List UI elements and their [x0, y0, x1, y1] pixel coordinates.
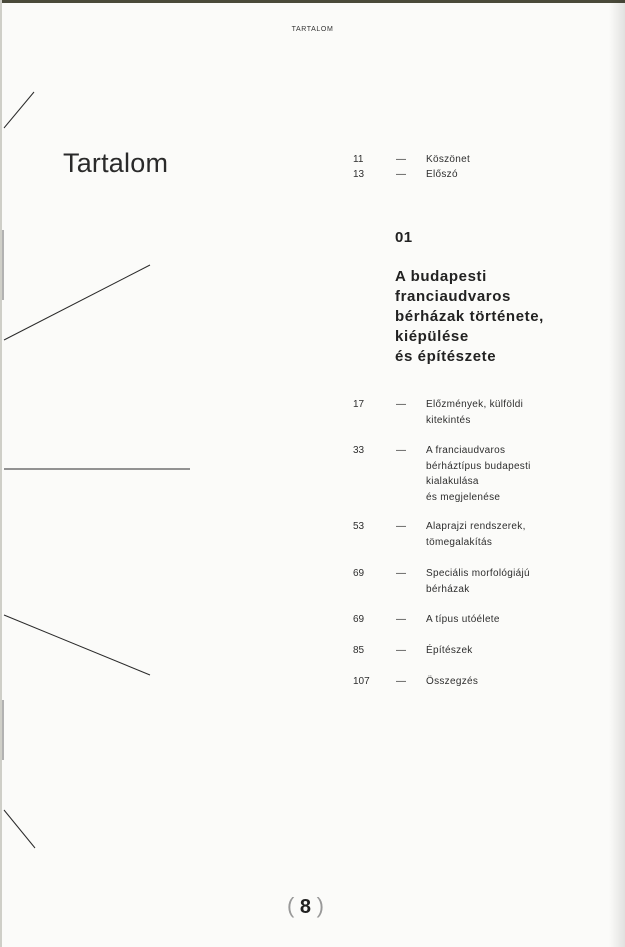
toc-dash: — [396, 445, 406, 456]
toc-title-line: Összegzés [426, 676, 479, 687]
toc-page-number: 85 [353, 645, 365, 656]
toc-entry-title [426, 612, 576, 628]
toc-title-line: bérháztípus budapesti [426, 460, 531, 472]
toc-title-line: Alaprajzi rendszerek, [426, 521, 526, 532]
part-number: 01 [395, 229, 413, 246]
deco-line-2 [4, 265, 150, 340]
toc-entry-title [426, 167, 576, 183]
toc-title-line: Előzmények, külföldi [426, 399, 524, 410]
toc-entry-title [426, 443, 576, 505]
toc-page-number: 69 [353, 614, 365, 625]
toc-dash: — [396, 169, 406, 180]
toc-entry-title [426, 566, 576, 597]
toc-title-line: kitekintés [426, 414, 471, 426]
toc-title-line: kialakulása [426, 476, 479, 487]
part-title-line: bérházak története, [395, 308, 544, 325]
toc-entry-title [426, 674, 576, 690]
page-number-close-paren: ) [316, 893, 324, 918]
toc-dash: — [396, 399, 406, 410]
deco-line-5 [4, 810, 35, 848]
toc-title-line: Építészek [426, 645, 473, 656]
page-gutter-shadow [609, 0, 625, 947]
toc-dash: — [396, 568, 406, 579]
toc-title-line: A franciaudvaros [426, 445, 506, 456]
toc-page-number: 17 [353, 399, 365, 410]
toc-title-line: és megjelenése [426, 491, 501, 503]
toc-dash: — [396, 154, 406, 165]
toc-title-line: Speciális morfológiájú [426, 568, 530, 579]
page-title: Tartalom [63, 148, 169, 178]
toc-title-line: tömegalakítás [426, 536, 493, 548]
running-head: TARTALOM [291, 26, 334, 33]
decorative-lines [0, 0, 200, 947]
toc-dash: — [396, 614, 406, 625]
part-title [395, 267, 595, 367]
toc-entry-title [426, 643, 576, 659]
toc-title-line: Előszó [426, 169, 458, 180]
toc-title-line: bérházak [426, 583, 470, 595]
deco-line-4 [4, 615, 150, 675]
deco-line-1 [4, 92, 34, 128]
toc-page-number: 13 [353, 169, 365, 180]
toc-entry-title [426, 397, 576, 428]
toc-dash: — [396, 521, 406, 532]
toc-title-line: A típus utóélete [426, 614, 500, 625]
part-title-line: franciaudvaros [395, 288, 511, 305]
page-number-value: 8 [299, 896, 312, 918]
toc-entry-title [426, 519, 576, 550]
part-title-line: A budapesti [395, 268, 487, 285]
toc-entry-title [426, 152, 576, 168]
toc-page-number: 33 [353, 445, 365, 456]
part-title-line: kiépülése [395, 328, 469, 345]
page-number-open-paren: ( [287, 893, 295, 918]
part-title-line: és építészete [395, 348, 497, 365]
toc-page-number: 11 [353, 154, 364, 165]
toc-dash: — [396, 645, 406, 656]
toc-page-number: 107 [353, 676, 370, 687]
toc-title-line: Köszönet [426, 154, 471, 165]
toc-page-number: 69 [353, 568, 365, 579]
toc-page-number: 53 [353, 521, 365, 532]
toc-dash: — [396, 676, 406, 687]
page-number [287, 893, 324, 919]
